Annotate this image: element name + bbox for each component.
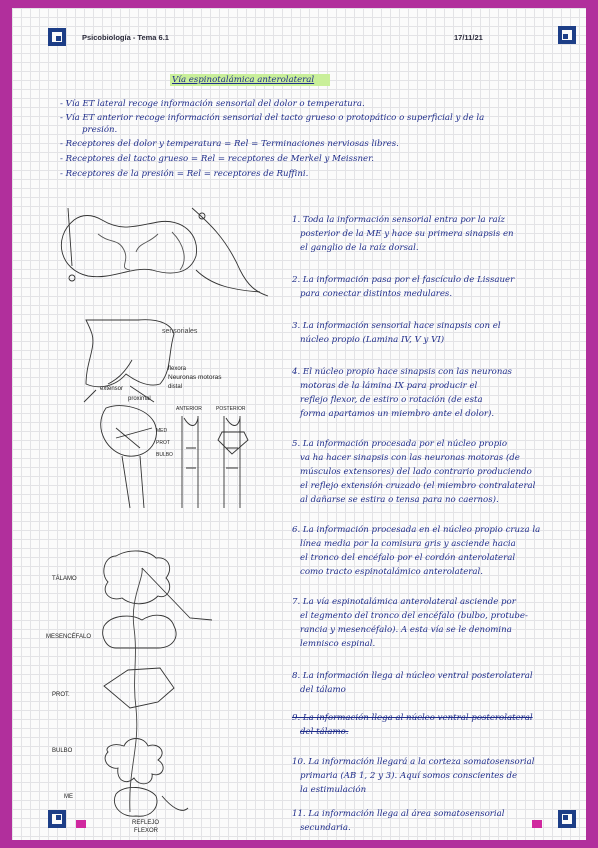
step-line: rancia y mesencéfalo). A esta vía se le denomina xyxy=(300,625,512,635)
bullet-item: - Receptores de la presión = Rel = receptores de Ruffini. xyxy=(60,169,309,179)
label-med: MED xyxy=(156,428,168,434)
step-line: el tronco del encéfalo por el cordón anterolateral xyxy=(300,553,516,563)
bullet-item: - Vía ET lateral recoge información sensorial del dolor o temperatura. xyxy=(60,99,365,109)
step-line: secundaria. xyxy=(300,823,351,833)
step-line: motoras de la lámina IX para producir el xyxy=(300,381,478,391)
label-prot: PROT xyxy=(156,440,170,446)
step-line: el ganglio de la raíz dorsal. xyxy=(300,243,419,253)
label-flexor: FLEXOR xyxy=(134,828,159,834)
step-line: 7. La vía espinotalámica anterolateral asciende por xyxy=(292,597,516,607)
page-title: Vía espinotalámica anterolateral xyxy=(172,75,315,85)
bullet-item: - Vía ET anterior recoge información sensorial del tacto grueso o protopático o superficial y de la xyxy=(60,113,485,123)
step-line: posterior de la ME y hace su primera sinapsis en xyxy=(300,229,514,239)
corner-mark-icon xyxy=(558,26,576,44)
step-line: la estimulación xyxy=(300,785,367,795)
step-line: 4. El núcleo propio hace sinapsis con las neuronas xyxy=(292,367,512,377)
page-marker xyxy=(532,820,542,828)
label-neuronas-motoras: Neuronas motoras xyxy=(168,374,222,381)
step-line-crossed: 9. La información llega al núcleo ventral posterolateral xyxy=(292,713,533,723)
step-line: el tegmento del tronco del encéfalo (bulbo, protube- xyxy=(300,611,528,621)
label-bulbo-section: BULBO xyxy=(52,748,73,754)
step-line-crossed: del tálamo. xyxy=(300,727,349,737)
label-posterior: POSTERIOR xyxy=(216,406,246,412)
header-subject: Psicobiología - Tema 6.1 xyxy=(82,33,169,42)
bullet-item: - Receptores del tacto grueso = Rel = receptores de Merkel y Meissner. xyxy=(60,154,375,164)
step-line: para conectar distintos medulares. xyxy=(300,289,453,299)
step-line: forma apartamos un miembro ante el dolor). xyxy=(300,409,495,419)
corner-mark-icon xyxy=(558,810,576,828)
spinal-cord-section xyxy=(61,216,196,277)
step-line: 11. La información llega al área somatosensorial xyxy=(292,809,505,819)
step-line: 10. La información llegará a la corteza somatosensorial xyxy=(292,757,535,767)
label-talamo: TÁLAMO xyxy=(52,576,77,582)
step-line: lemnisco espinal. xyxy=(300,639,376,649)
step-line: 5. La información procesada por el núcleo propio xyxy=(292,439,507,449)
label-me: ME xyxy=(64,794,73,800)
step-line: músculos extensores) del lado contrario produciendo xyxy=(300,467,532,477)
step-line: al dañarse se estira o tensa para no caernos). xyxy=(300,495,499,505)
step-line: 1. Toda la información sensorial entra por la raíz xyxy=(292,215,505,225)
label-flexora: flexora xyxy=(168,366,187,372)
step-line: 6. La información procesada en el núcleo propio cruza la xyxy=(292,525,541,535)
label-proximal: proximal xyxy=(128,396,151,402)
step-line: reflejo flexor, de estiro o rotación (de esta xyxy=(300,395,483,405)
step-line: primaria (AB 1, 2 y 3). Aquí somos conscientes de xyxy=(300,771,518,781)
step-line: 2. La información pasa por el fascículo de Lissauer xyxy=(292,275,515,285)
bullet-item: - Receptores del dolor y temperatura = Rel = Terminaciones nerviosas libres. xyxy=(60,139,399,149)
step-line: va ha hacer sinapsis con las neuronas motoras (de xyxy=(300,453,520,463)
label-extensor: extensor xyxy=(100,386,124,392)
header-date: 17/11/21 xyxy=(454,33,483,42)
label-bulbo: BULBO xyxy=(156,452,173,458)
step-line: el reflejo extensión cruzado (el miembro contralateral xyxy=(300,481,536,491)
step-line: núcleo propio (Lamina IV, V y VI) xyxy=(300,335,445,345)
bullet-item: presión. xyxy=(82,125,118,135)
step-line: 3. La información sensorial hace sinapsis con el xyxy=(292,321,501,331)
label-sensoriales: sensoriales xyxy=(162,328,198,335)
step-line: línea media por la comisura gris y asciende hacia xyxy=(300,539,516,549)
label-anterior: ANTERIOR xyxy=(176,406,202,412)
label-prot-section: PROT. xyxy=(52,692,70,698)
anatomy-drawings xyxy=(12,8,292,840)
label-reflejo: REFLEJO xyxy=(132,820,160,826)
step-line: del tálamo xyxy=(300,685,346,695)
label-mesencefalo: MESENCÉFALO xyxy=(46,634,92,640)
label-distal: distal xyxy=(168,384,183,390)
notebook-page xyxy=(12,8,586,840)
step-line: 8. La información llega al núcleo ventral posterolateral xyxy=(292,671,533,681)
step-line: como tracto espinotalámico anterolateral. xyxy=(300,567,484,577)
